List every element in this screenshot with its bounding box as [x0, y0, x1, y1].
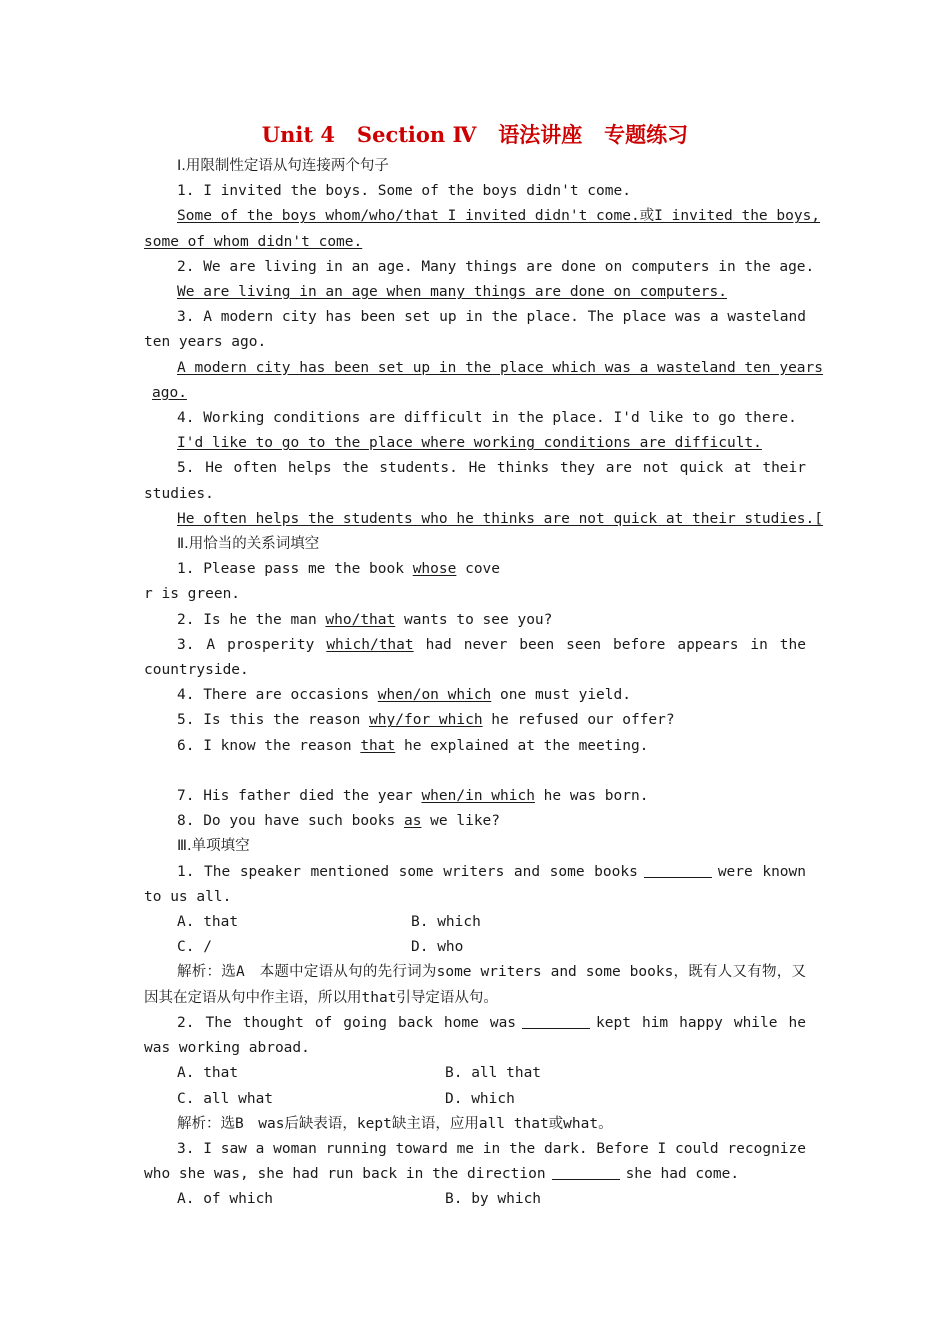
part1-answer4: I'd like to go to the place where working conditions are difficult.: [177, 435, 762, 452]
part2-q1: 1. Please pass me the book whose cove: [177, 561, 501, 578]
part2-heading: Ⅱ.用恰当的关系词填空: [177, 536, 320, 553]
part3-q2-options-row1: A. that B. all that: [177, 1065, 542, 1082]
part1-answer5: He often helps the students who he thinks are not quick at their studies.[: [177, 510, 824, 527]
part3-q2-explanation: 解析：选B was后缺表语，kept缺主语，应用all that或what。: [177, 1115, 613, 1132]
answer: as: [403, 813, 422, 830]
part1-answer3-line1: A modern city has been set up in the place which was a wasteland ten years: [177, 359, 824, 376]
part2-q1-cont: r is green.: [144, 586, 241, 603]
part2-q2: 2. Is he the man who/that wants to see you?: [177, 611, 553, 628]
answer: why/for which: [369, 712, 483, 729]
answer-blank: [522, 1014, 590, 1029]
part3-q2: 2. The thought of going back home was kept him happy while he was working abroad.: [144, 1014, 806, 1057]
part1-q1: 1. I invited the boys. Some of the boys didn't come.: [177, 183, 631, 200]
answer: who/that: [325, 611, 396, 628]
part1-q2: 2. We are living in an age. Many things are done on computers in the age.: [177, 258, 815, 275]
part2-q5: 5. Is this the reason why/for which he refused our offer?: [177, 712, 675, 729]
part2-q4: 4. There are occasions when/on which one must yield.: [177, 687, 631, 704]
part3-heading: Ⅲ.单项填空: [177, 838, 250, 855]
answer: which/that: [326, 636, 414, 653]
answer: whose: [412, 561, 457, 578]
part3-q1: 1. The speaker mentioned some writers and some books were known to us all.: [144, 863, 806, 905]
part1-answer1-line1: Some of the boys whom/who/that I invited didn't come.或I invited the boys,: [177, 208, 821, 225]
part1-answer1-line2: some of whom didn't come.: [144, 233, 363, 250]
part3-q2-options-row2: C. all what D. which: [177, 1090, 515, 1107]
answer-blank: [644, 863, 712, 878]
document-page: [144, 118, 824, 1213]
part1-q3: 3. A modern city has been set up in the place. The place was a wasteland ten years ago.: [144, 309, 806, 351]
part3-q1-options-row1: A. that B. which: [177, 914, 481, 931]
part1-answer2: We are living in an age when many things are done on computers.: [177, 284, 727, 301]
part3-q3-options-row1: A. of which B. by which: [177, 1191, 542, 1208]
part1-q4: 4. Working conditions are difficult in the place. I'd like to go there.: [177, 410, 797, 427]
answer-blank: [552, 1165, 620, 1180]
part1-q5: 5. He often helps the students. He thinks they are not quick at their studies.: [144, 460, 806, 502]
page-title: Unit 4 Section Ⅳ 语法讲座 专题练习: [261, 122, 689, 147]
part2-q6: 6. I know the reason that he explained at the meeting.: [177, 737, 649, 754]
part1-answer3-line2: ago.: [152, 384, 187, 401]
part2-q8: 8. Do you have such books as we like?: [177, 813, 501, 830]
part2-q7: 7. His father died the year when/in which he was born.: [177, 788, 649, 805]
part2-q3: 3. A prosperity which/that had never been seen before appears in the countryside.: [144, 636, 806, 679]
part3-q1-options-row2: C. / D. who: [177, 939, 464, 956]
part3-q3: 3. I saw a woman running toward me in the dark. Before I could recognize who she was, she had run back in the direction she had come.: [144, 1140, 806, 1183]
part3-q1-explanation: 解析：选A 本题中定语从句的先行词为some writers and some books，既有人又有物，又因其在定语从句中作主语，所以用that引导定语从句。: [144, 964, 806, 1006]
part1-heading: Ⅰ.用限制性定语从句连接两个句子: [177, 158, 389, 174]
answer: when/on which: [377, 687, 492, 704]
answer: that: [360, 737, 396, 754]
answer: when/in which: [421, 788, 535, 805]
